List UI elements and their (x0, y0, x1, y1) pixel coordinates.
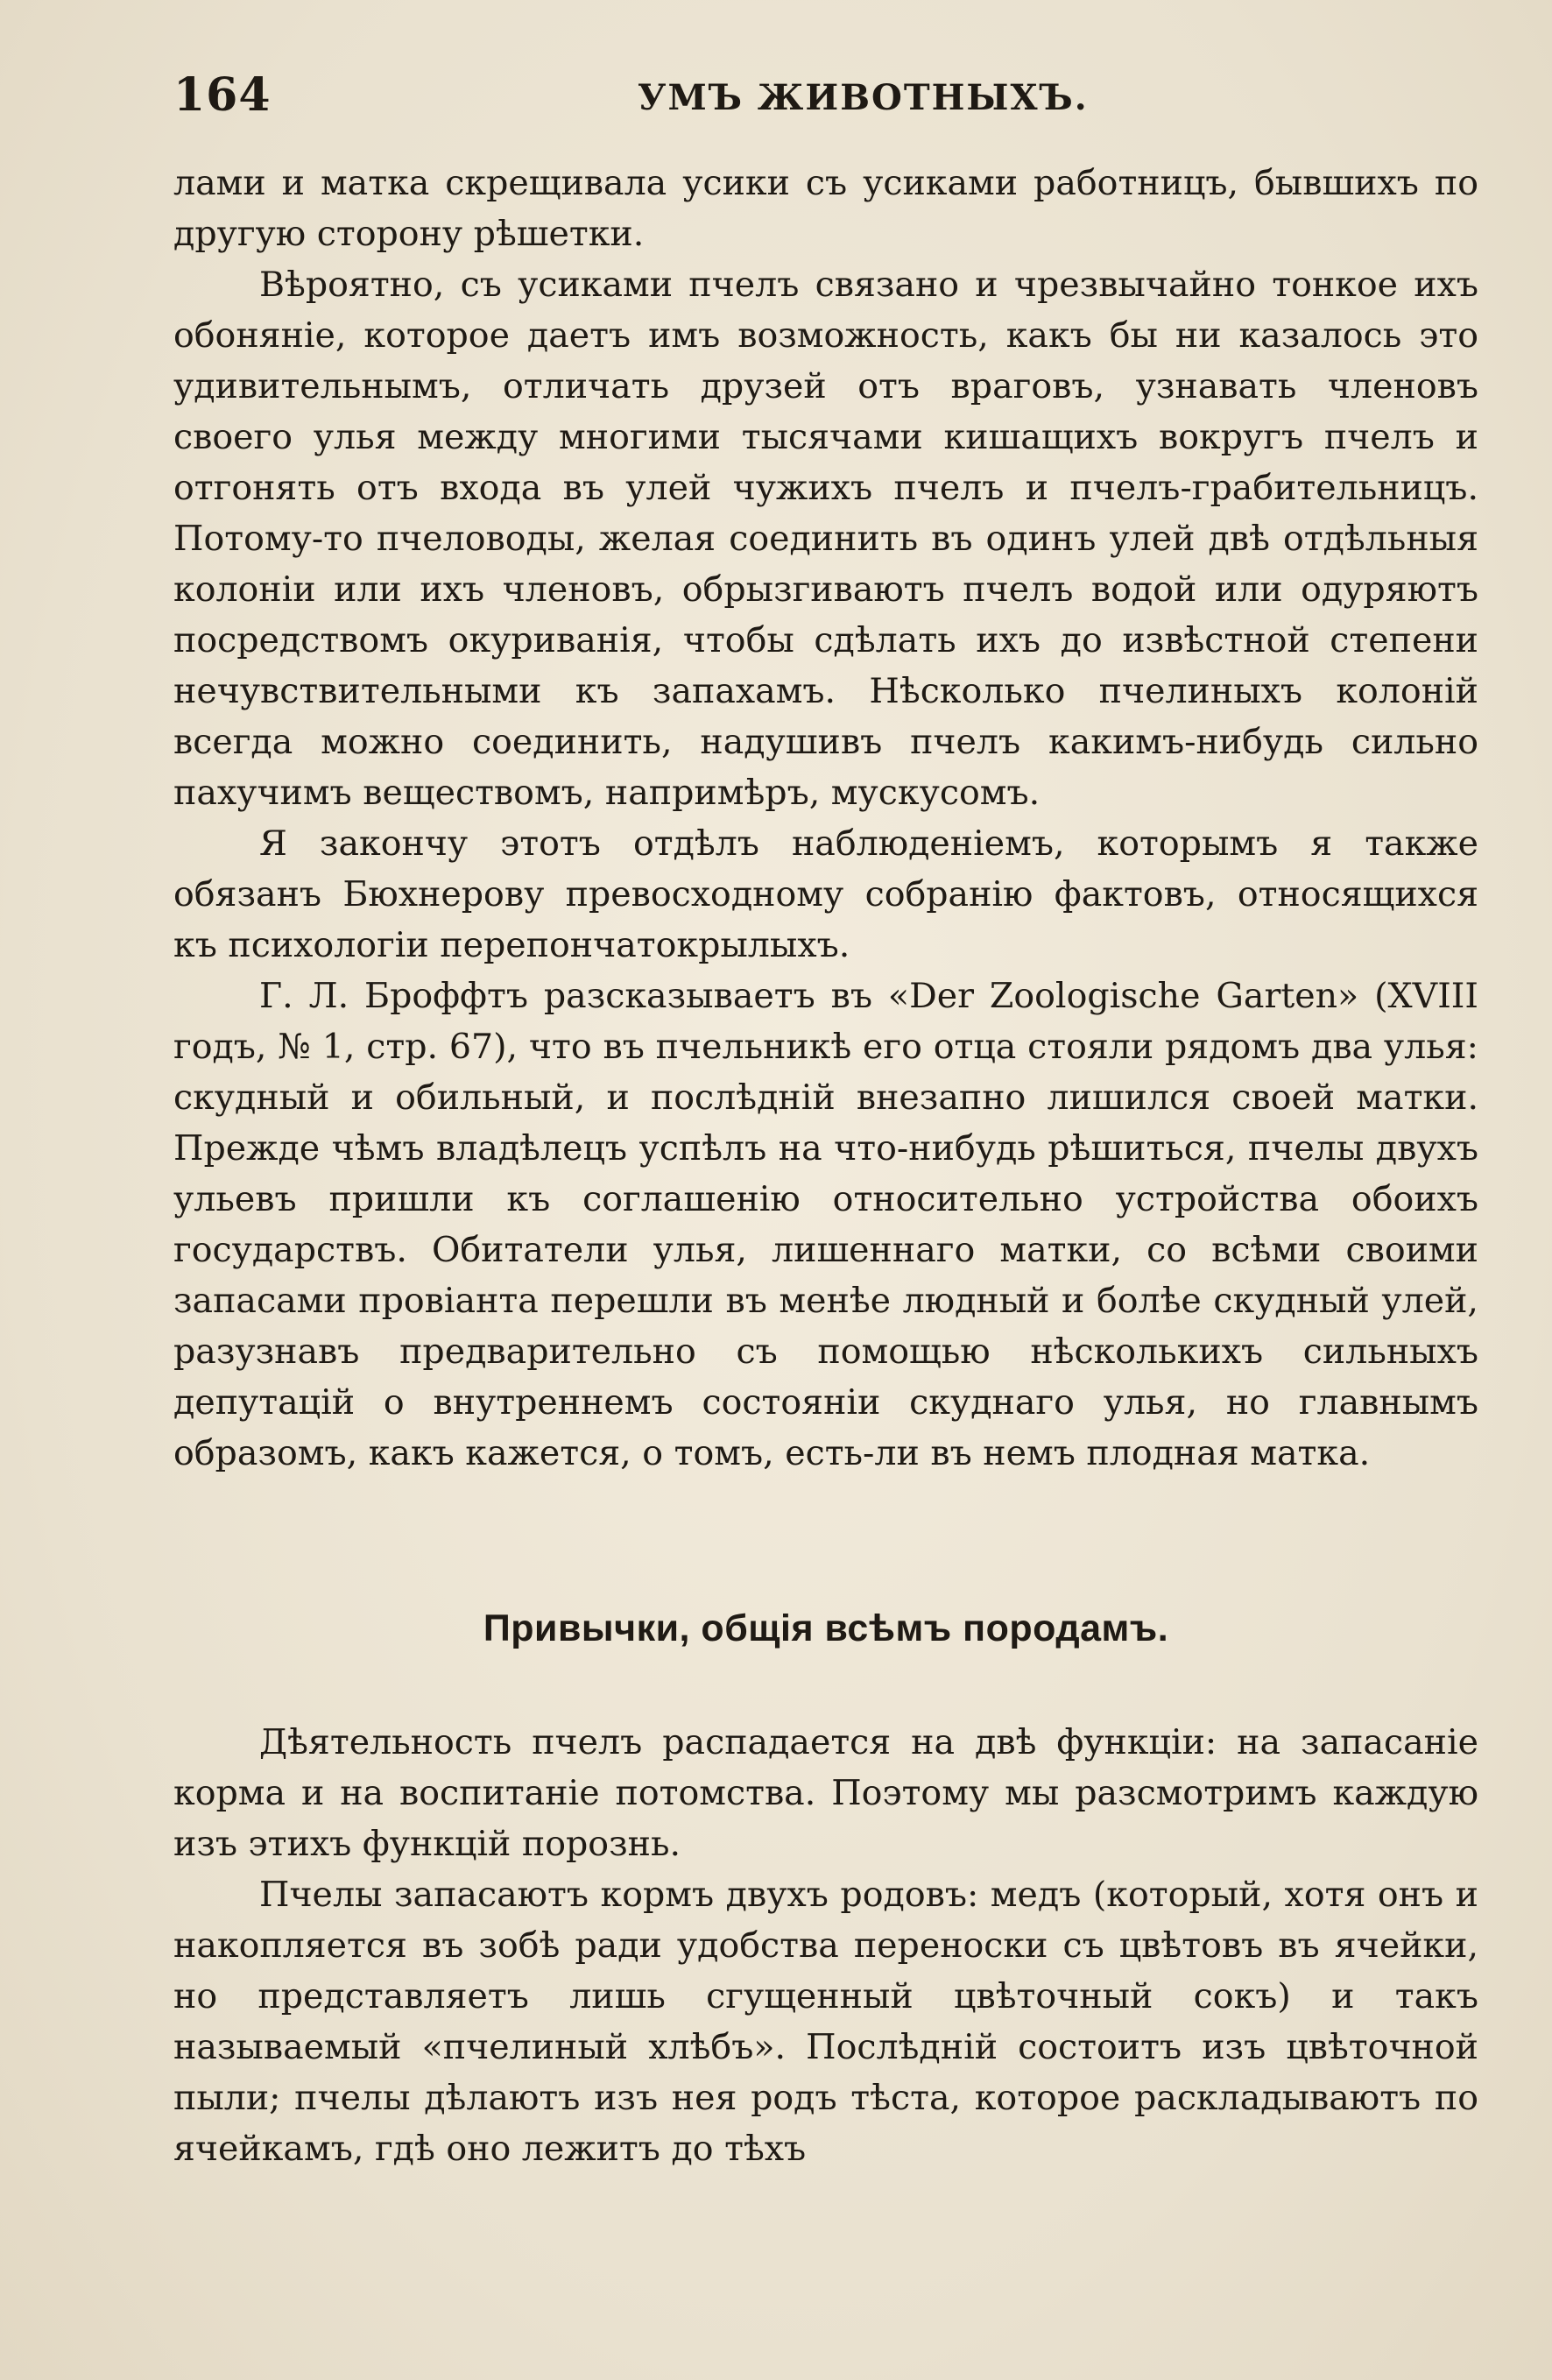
paragraph-continuation: лами и матка скрещивала усики съ усиками работницъ, бывшихъ по другую сторону рѣшетки. (173, 163, 1478, 254)
running-title: УМЪ ЖИВОТНЫХЪ. (638, 77, 1089, 118)
page-number: 164 (173, 68, 272, 122)
running-head (173, 68, 1478, 121)
body-text-top (173, 158, 1478, 1479)
paragraph-functions: Дѣятельность пчелъ распадается на двѣ функціи: на запасаніе корма и на воспитаніе потомства. Поэтому мы разсмотримъ каждую изъ этихъ функцій порознь. (173, 1722, 1478, 1864)
paragraph-brofft: Г. Л. Броффтъ разсказываетъ въ «Der Zoologische Garten» (XVIII годъ, № 1, стр. 67), что въ пчельникѣ его отца стояли рядомъ два улья: скудный и обильный, и послѣдній внезапно лишился своей матки. Прежде чѣмъ владѣлецъ успѣлъ на что-нибудь рѣшиться, пчелы двухъ ульевъ пришли къ соглашенію относительно устройства обоихъ государствъ. Обитатели улья, лишеннаго матки, со всѣми своими запасами провіанта перешли въ менѣе людный и болѣе скудный улей, разузнавъ предварительно съ помощью нѣсколькихъ сильныхъ депутацій о внутреннемъ состояніи скуднаго улья, но главнымъ образомъ, какъ кажется, о томъ, есть-ли въ немъ плодная матка. (173, 976, 1478, 1473)
paragraph-buchner: Я закончу этотъ отдѣлъ наблюденіемъ, которымъ я также обязанъ Бюхнерову превосходному собранію фактовъ, относящихся къ психологіи перепончатокрылыхъ. (173, 823, 1478, 965)
paragraph-smell: Вѣроятно, съ усиками пчелъ связано и чрезвычайно тонкое ихъ обоняніе, которое даетъ имъ возможность, какъ бы ни казалось это удивительнымъ, отличать друзей отъ враговъ, узнавать членовъ своего улья между многими тысячами кишащихъ вокругъ пчелъ и отгонять отъ входа въ улей чужихъ пчелъ и пчелъ-грабительницъ. Потому-то пчеловоды, желая соединить въ одинъ улей двѣ отдѣльныя колоніи или ихъ членовъ, обрызгиваютъ пчелъ водой или одуряютъ посредствомъ окуриванія, чтобы сдѣлать ихъ до извѣстной степени нечувствительными къ запахамъ. Нѣсколько пчелиныхъ колоній всегда можно соединить, надушивъ пчелъ какимъ-нибудь сильно пахучимъ веществомъ, напримѣръ, мускусомъ. (173, 265, 1478, 813)
section-heading: Привычки, общія всѣмъ породамъ. (483, 1607, 1169, 1649)
body-text-bottom (173, 1717, 1478, 2174)
paragraph-food: Пчелы запасаютъ кормъ двухъ родовъ: медъ (который, хотя онъ и накопляется въ зобѣ ради удобства переноски съ цвѣтовъ въ ячейки, но представляетъ лишь сгущенный цвѣточный сокъ) и такъ называемый «пчелиный хлѣбъ». Послѣдній состоитъ изъ цвѣточной пыли; пчелы дѣлаютъ изъ нея родъ тѣста, которое раскладываютъ по ячейкамъ, гдѣ оно лежитъ до тѣхъ (173, 1875, 1478, 2169)
